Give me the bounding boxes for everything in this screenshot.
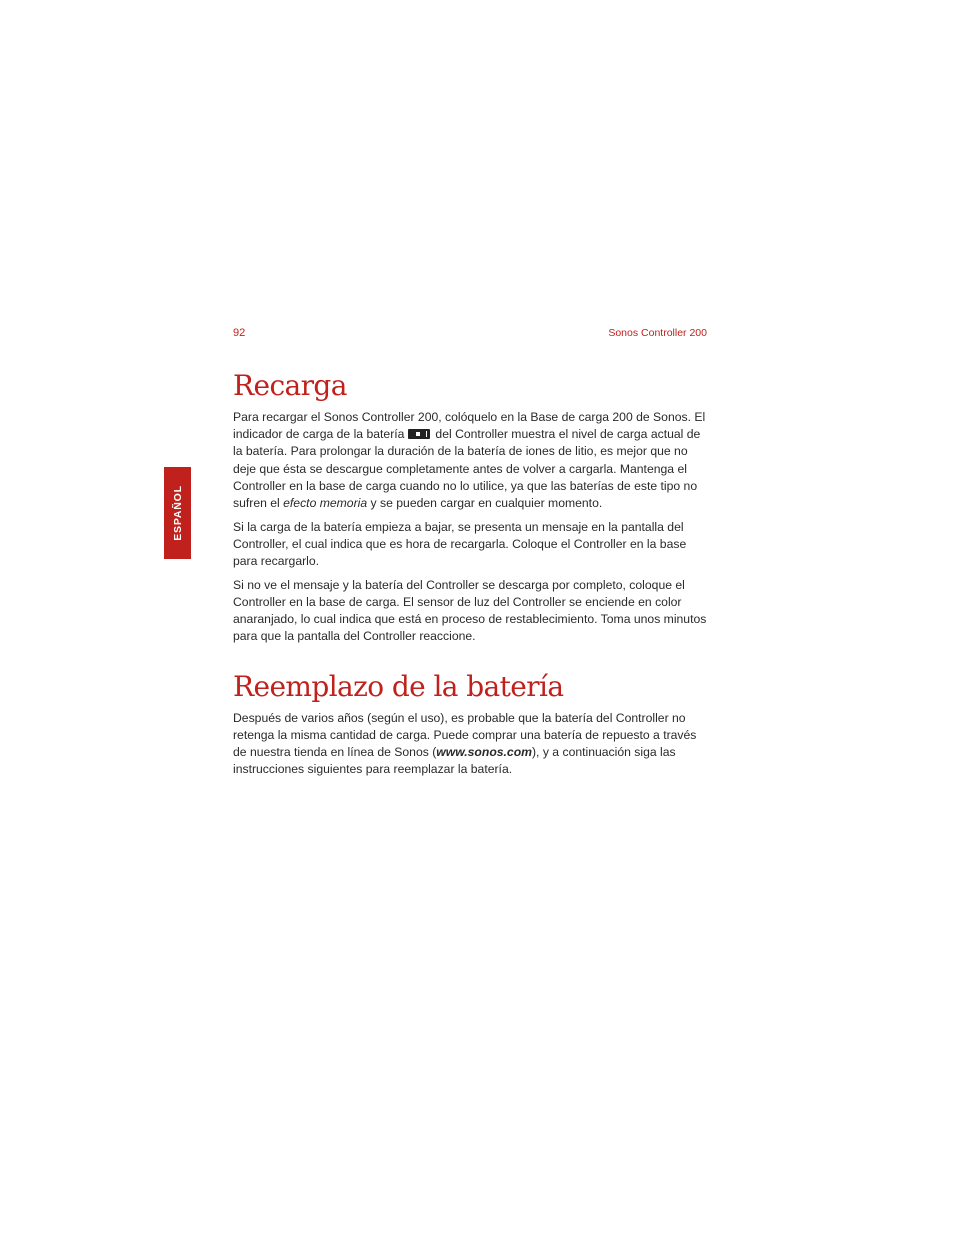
reemplazo-p1-text-a: Después de varios años (según el uso), es probable que la batería del Controller no retenga la misma cantidad de carga. Puede comprar una batería de repuesto a través de nuestra tienda en línea de Sonos (: [233, 710, 697, 760]
sonos-website-link[interactable]: www.sonos.com: [436, 745, 532, 760]
page-number: 92: [233, 327, 246, 339]
recarga-paragraph-3: Si no ve el mensaje y la batería del Controller se descarga por completo, coloque el Controller en la base de carga. El sensor de luz del Controller se enciende en color anaranjado, lo cual indica que está en proceso de restablecimiento. Toma unos minutos para que la pantalla del Controller reaccione.: [233, 577, 707, 644]
page-content: [233, 366, 713, 778]
recarga-p1-text-b: del Controller muestra el nivel de carga actual de la batería. Para prolongar la duración de la batería de iones de litio, es mejor que no deje que ésta se descargue completamente antes de volver a cargarla. Mantenga el Controller en la base de carga cuando no lo utilice, ya que las baterías de este tipo no sufren el: [233, 427, 701, 511]
efecto-memoria-term: efecto memoria: [283, 496, 368, 511]
language-side-tab: [164, 467, 191, 559]
section-heading-reemplazo: Reemplazo de la batería: [233, 669, 564, 703]
running-header-title: Sonos Controller 200: [608, 327, 707, 339]
recarga-p1-text-c: y se pueden cargar en cualquier momento.: [370, 496, 603, 511]
battery-icon: [408, 429, 430, 439]
language-side-tab-label: ESPAÑOL: [171, 485, 184, 541]
section-heading-recarga: Recarga: [233, 369, 347, 402]
recarga-paragraph-2: Si la carga de la batería empieza a bajar, se presenta un mensaje en la pantalla del Controller, el cual indica que es hora de recargarla. Coloque el Controller en la base para recargarlo.: [233, 519, 687, 569]
reemplazo-p1-text-b: ), y a continuación siga las instrucciones siguientes para reemplazar la batería.: [233, 745, 676, 777]
recarga-p1-text-a: Para recargar el Sonos Controller 200, colóquelo en la Base de carga 200 de Sonos. El indicador de carga de la batería: [233, 410, 706, 442]
reemplazo-paragraph-1: [233, 710, 713, 779]
recarga-paragraph-1: [233, 409, 713, 512]
